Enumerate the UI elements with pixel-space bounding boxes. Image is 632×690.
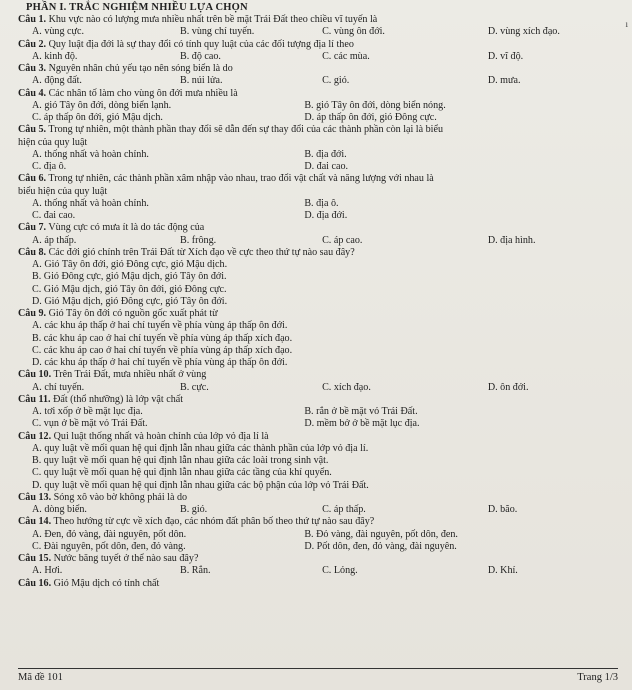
- answer-option[interactable]: C. vùng ôn đới.: [322, 26, 385, 38]
- question-text: Theo hướng từ cực về xích đạo, các nhóm đất phân bố theo thứ tự nào sau đây?: [53, 516, 375, 528]
- question-stem: [18, 173, 624, 185]
- question-stem: [18, 516, 624, 528]
- answer-option[interactable]: C. Lỏng.: [322, 565, 358, 577]
- question-number: Câu 4.: [18, 87, 47, 99]
- question-10: [18, 369, 624, 394]
- answer-option[interactable]: D. vĩ độ.: [487, 50, 524, 62]
- answer-option[interactable]: B. vùng chí tuyến.: [180, 26, 255, 38]
- question-number: Câu 13.: [18, 491, 52, 503]
- question-text: Nước băng tuyết ở thể nào sau đây?: [53, 553, 199, 564]
- edge-mark: ı: [625, 19, 628, 29]
- answer-option[interactable]: A. Hơi.: [32, 565, 63, 577]
- answer-option[interactable]: B. cực.: [180, 381, 209, 393]
- question-number: Câu 15.: [18, 553, 52, 564]
- answer-option[interactable]: B. frông.: [180, 234, 217, 246]
- question-stem: [18, 63, 624, 75]
- question-text: Trong tự nhiên, các thành phần xâm nhập vào nhau, trao đổi vật chất và năng lượng với nhau là: [48, 173, 434, 185]
- question-stem: [18, 247, 624, 259]
- answer-option[interactable]: B. độ cao.: [180, 50, 221, 62]
- question-number: Câu 12.: [18, 430, 52, 442]
- answer-option[interactable]: D. mềm bở ở bề mặt lục địa.: [304, 418, 420, 430]
- question-text-cont: hiện của quy luật: [18, 136, 88, 148]
- answer-option[interactable]: A. Đen, đỏ vàng, đài nguyên, pốt dôn.: [32, 528, 187, 540]
- question-2: [18, 39, 624, 64]
- answer-option[interactable]: D. đai cao.: [304, 161, 349, 172]
- answer-option[interactable]: A. vùng cực.: [32, 26, 85, 38]
- answer-option[interactable]: C. xích đạo.: [322, 381, 371, 393]
- question-text: Đất (thổ nhưỡng) là lớp vật chất: [53, 393, 184, 405]
- answer-option[interactable]: B. địa đới.: [304, 148, 347, 160]
- answer-option[interactable]: B. rắn ở bề mặt vỏ Trái Đất.: [304, 406, 418, 417]
- question-12: [18, 431, 624, 492]
- answer-option[interactable]: C. các khu áp cao ở hai chí tuyến về phía vùng áp thấp xích đạo.: [32, 344, 293, 356]
- answer-option[interactable]: A. chí tuyến.: [32, 381, 85, 393]
- question-13: [18, 492, 624, 517]
- question-number: Câu 8.: [18, 246, 47, 258]
- section-heading: PHẦN I. TRẮC NGHIỆM NHIỀU LỰA CHỌN: [26, 2, 248, 13]
- question-stem: [18, 553, 624, 565]
- question-number: Câu 2.: [18, 38, 47, 50]
- answer-option[interactable]: A. gió Tây ôn đới, dòng biển lạnh.: [32, 99, 172, 111]
- question-9: [18, 308, 624, 369]
- question-6: [18, 173, 624, 222]
- answer-option[interactable]: A. quy luật về mối quan hệ qui định lẫn nhau giữa các thành phần của lớp vỏ địa lí.: [32, 442, 369, 454]
- question-number: Câu 5.: [18, 124, 47, 136]
- answer-option[interactable]: A. tơi xốp ở bề mặt lục địa.: [32, 406, 143, 417]
- answer-option[interactable]: A. các khu áp thấp ở hai chí tuyến về phía vùng áp thấp ôn đới.: [32, 320, 288, 332]
- question-stem: [18, 578, 624, 590]
- question-7: [18, 222, 624, 247]
- answer-option[interactable]: B. quy luật về mối quan hệ qui định lẫn nhau giữa các loài trong sinh vật.: [32, 455, 329, 466]
- answer-option[interactable]: A. thống nhất và hoàn chỉnh.: [32, 197, 149, 209]
- question-number: Câu 3.: [18, 63, 47, 74]
- exam-code: Mã đề 101: [18, 671, 63, 683]
- question-text: Các nhân tố làm cho vùng ôn đới mưa nhiều là: [48, 87, 238, 99]
- question-11: [18, 394, 624, 431]
- answer-option[interactable]: D. Gió Mậu dịch, gió Đông cực, gió Tây ôn đới.: [32, 295, 228, 307]
- question-stem: [18, 124, 624, 136]
- answer-option[interactable]: C. quy luật về mối quan hệ qui định lẫn nhau giữa các tầng của khí quyển.: [32, 467, 332, 479]
- question-text: Quy luật địa đới là sự thay đổi có tính quy luật của các đối tượng địa lí theo: [48, 38, 354, 50]
- page-footer: [18, 668, 618, 684]
- answer-option[interactable]: A. Gió Tây ôn đới, gió Đông cực, gió Mậu dịch.: [32, 259, 228, 270]
- question-number: Câu 9.: [18, 308, 47, 319]
- answer-option[interactable]: D. vùng xích đạo.: [487, 26, 560, 38]
- answer-option[interactable]: D. mưa.: [487, 75, 521, 87]
- answer-option[interactable]: A. áp thấp.: [32, 234, 77, 246]
- answer-option[interactable]: C. áp thấp ôn đới, gió Mậu dịch.: [32, 112, 163, 123]
- question-number: Câu 16.: [18, 577, 52, 589]
- answer-option[interactable]: B. Đỏ vàng, đài nguyên, pốt dôn, đen.: [304, 528, 458, 540]
- question-stem: [18, 308, 624, 320]
- answer-option[interactable]: C. đai cao.: [32, 210, 76, 221]
- question-16: [18, 578, 624, 590]
- question-text: Vùng cực có mưa ít là do tác động của: [48, 222, 205, 234]
- answer-option[interactable]: D. địa đới.: [304, 210, 348, 221]
- answer-option[interactable]: A. thống nhất và hoàn chỉnh.: [32, 148, 149, 160]
- question-text: Trong tự nhiên, một thành phần thay đổi sẽ dẫn đến sự thay đổi của các thành phần còn lại là biểu: [48, 124, 443, 136]
- question-text: Các đới gió chính trên Trái Đất từ Xích đạo về cực theo thứ tự nào sau đây?: [48, 246, 355, 258]
- question-text: Gió Mậu dịch có tính chất: [53, 577, 160, 589]
- question-number: Câu 14.: [18, 516, 52, 528]
- question-number: Câu 11.: [18, 393, 51, 405]
- answer-option[interactable]: C. Gió Mậu dịch, gió Tây ôn đới, gió Đông cực.: [32, 283, 227, 295]
- question-text: Sóng xô vào bờ không phải là do: [53, 491, 188, 503]
- answer-option[interactable]: D. các khu áp thấp ở hai chí tuyến về phía vùng áp thấp ôn đới.: [32, 357, 288, 368]
- question-text: Qui luật thống nhất và hoàn chỉnh của lớp vỏ địa lí là: [53, 430, 269, 442]
- answer-option[interactable]: D. Pốt dôn, đen, đỏ vàng, đài nguyên.: [304, 540, 457, 552]
- question-stem: [18, 431, 624, 443]
- question-stem: [18, 369, 624, 381]
- answer-option[interactable]: A. kinh độ.: [32, 50, 78, 62]
- answer-option[interactable]: B. gió.: [180, 504, 208, 515]
- answer-option[interactable]: C. địa ô.: [32, 161, 67, 172]
- question-number: Câu 1.: [18, 14, 47, 25]
- question-stem: [18, 222, 624, 234]
- answer-option[interactable]: D. bão.: [487, 504, 518, 515]
- question-text: Khu vực nào có lượng mưa nhiều nhất trên bề mặt Trái Đất theo chiều vĩ tuyến là: [48, 14, 378, 25]
- question-stem: [18, 88, 624, 100]
- answer-option[interactable]: B. các khu áp cao ở hai chí tuyến về phía vùng áp thấp xích đạo.: [32, 332, 293, 344]
- question-text: Trên Trái Đất, mưa nhiều nhất ở vùng: [53, 369, 207, 381]
- answer-option[interactable]: D. Khí.: [487, 565, 518, 577]
- question-number: Câu 10.: [18, 369, 52, 381]
- answer-option[interactable]: C. Đài nguyên, pốt dôn, đen, đỏ vàng.: [32, 540, 186, 552]
- answer-option[interactable]: C. vụn ở bề mặt vỏ Trái Đất.: [32, 418, 148, 430]
- answer-option[interactable]: C. áp cao.: [322, 234, 363, 246]
- answer-option[interactable]: C. gió.: [322, 75, 350, 87]
- question-14: [18, 516, 624, 553]
- question-number: Câu 7.: [18, 222, 47, 234]
- question-15: [18, 553, 624, 578]
- answer-option[interactable]: D. ôn đới.: [487, 381, 529, 393]
- page-number: Trang 1/3: [577, 671, 618, 683]
- answer-option[interactable]: B. địa ô.: [304, 197, 339, 209]
- question-3: [18, 63, 624, 88]
- question-8: [18, 247, 624, 308]
- question-stem: [18, 394, 624, 406]
- question-1: [18, 14, 624, 39]
- question-text: Gió Tây ôn đới có nguồn gốc xuất phát từ: [48, 308, 218, 319]
- answer-option[interactable]: B. Gió Đông cực, gió Mậu dịch, gió Tây ôn đới.: [32, 271, 227, 283]
- question-number: Câu 6.: [18, 173, 47, 185]
- answer-option[interactable]: B. gió Tây ôn đới, dòng biển nóng.: [304, 99, 446, 111]
- question-4: [18, 88, 624, 125]
- answer-option[interactable]: B. Rắn.: [180, 565, 211, 577]
- question-list: [18, 14, 624, 590]
- answer-option[interactable]: A. động đất.: [32, 75, 82, 87]
- question-5: [18, 124, 624, 173]
- answer-option[interactable]: D. quy luật về mối quan hệ qui định lẫn nhau giữa các bộ phận của lớp vỏ Trái Đất.: [32, 479, 369, 491]
- answer-option[interactable]: A. dòng biển.: [32, 504, 87, 515]
- question-stem: [18, 14, 624, 26]
- answer-option[interactable]: C. áp thấp.: [322, 504, 366, 515]
- answer-option[interactable]: B. núi lửa.: [180, 75, 223, 87]
- question-text: Nguyên nhân chủ yếu tạo nên sóng biển là do: [48, 63, 233, 74]
- answer-option[interactable]: D. áp thấp ôn đới, gió Đông cực.: [304, 112, 437, 123]
- answer-option[interactable]: D. địa hình.: [487, 234, 536, 246]
- answer-option[interactable]: C. các mùa.: [322, 50, 370, 62]
- question-stem: [18, 39, 624, 51]
- question-stem: [18, 492, 624, 504]
- question-text-cont: biểu hiện của quy luật: [18, 185, 108, 197]
